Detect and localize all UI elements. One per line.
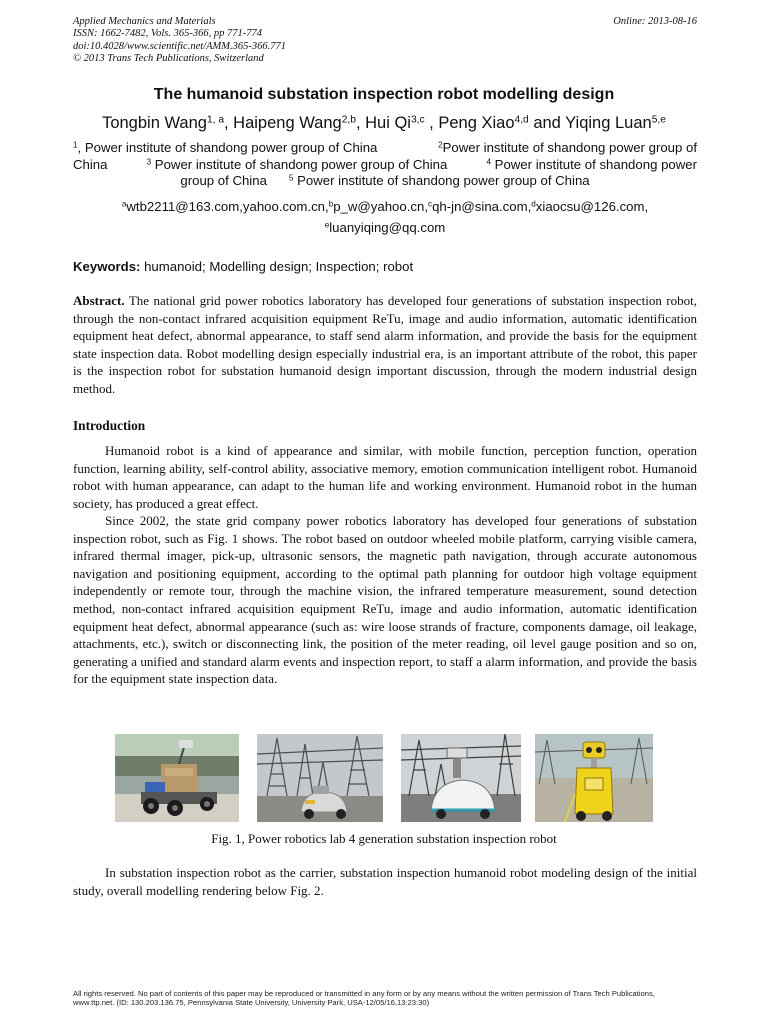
paper-title: The humanoid substation inspection robot modelling design	[153, 86, 615, 103]
email-link[interactable]: luanyiqing@qq.com	[329, 220, 446, 235]
figure-image-robot-gen2	[257, 734, 383, 822]
issn: ISSN: 1662-7482, Vols. 365-366, pp 771-774	[73, 28, 262, 40]
email-link[interactable]: xiaocsu@126.com,	[535, 199, 649, 214]
intro-paragraph-2: Since 2002, the state grid company power robotics laboratory has developed four generations of substation inspection robot, such as Fig. 1 shows. The robot based on outdoor wheeled mobile platform, carrying visible camera, infrared thermal imager, pick-up, ultrasonic sensors, the magnetic path navigation, through accurate autonomous navigation and positioning equipment, according to the optimal path planning for outdoor high voltage equipment independently or remote tour, through the machine vision, the infrared temperature measurement, sound detection method, non-contact infrared acquisition equipment ReTu, image and audio information, automatic identification equipment heat defect, abnormal appearance (such as: wire loose strands of fracture, components damage, oil leakage, attachments, etc.), switch or disconnecting link, the position of the meter reading, oil level gauge position and so on, generating a unified and standard alarm events and inspection report, to staff a alarm information, and provide the basis for the equipment state inspection data.	[73, 513, 697, 687]
author-list	[0, 114, 768, 133]
author: Yiqing Luan$^{5,e}$	[565, 114, 666, 132]
page-footer: All rights reserved. No part of contents of this paper may be reproduced or transmitted in any form or by any means without the written permission of Trans Tech Publications, www.ttp.net. (ID: 130.203.136.75, Pennsylvania State University, University Park, USA-12/05/16,13:23:30)	[73, 989, 655, 1007]
affiliation-5: $^5$ Power institute of shandong power group of China	[288, 173, 590, 188]
author: Peng Xiao$^{4,d}$ and	[438, 114, 566, 132]
keywords-text: humanoid; Modelling design; Inspection; robot	[140, 259, 414, 274]
figure-caption: Fig. 1, Power robotics lab 4 generation substation inspection robot	[211, 831, 557, 846]
email-block: $^a$wtb2211@163.com,yahoo.com.cn,$^b$p_w@yahoo.cn,$^c$qh-jn@sina.com,$^d$xiaocsu@126.com, $^e$luanyiqing@qq.com	[121, 199, 649, 235]
affiliation-3: $^3$ Power institute of shandong power group of China	[146, 156, 448, 172]
email-link[interactable]: qh-jn@sina.com,	[432, 199, 532, 214]
copyright: © 2013 Trans Tech Publications, Switzerland	[73, 52, 264, 64]
intro-paragraph-1: Humanoid robot is a kind of appearance and similar, with mobile function, perception function, operation function, learning ability, self-control ability, associative memory, emotion communication intelligent robot. Humanoid robot with human appearance, can adapt to the human life and working environment. Humanoid robot in the human society, has produced a great effect.	[73, 443, 697, 511]
keywords-label: Keywords:	[73, 259, 141, 274]
email-link[interactable]: wtb2211@163.com,yahoo.com.cn,	[126, 199, 329, 214]
keywords	[73, 259, 413, 274]
abstract-text: The national grid power robotics laboratory has developed four generations of substation inspection robot, through the non-contact infrared acquisition equipment ReTu, image and audio information, automatic identification equipment heat defect, abnormal appearance, to staff send alarm information, and provide the basis for the equipment state inspection data. Robot modelling design especially industrial era, is an important attribute of the robot, this paper is the inspection robot for substation humanoid design important discussion, through the modern industrial design method.	[73, 293, 697, 396]
abstract	[73, 292, 697, 398]
journal-header	[73, 16, 697, 65]
figure-image-robot-gen4	[535, 734, 653, 822]
paragraph-fig2-intro: In substation inspection robot as the carrier, substation inspection humanoid robot modeling design of the initial study, overall modelling rendering below Fig. 2.	[73, 865, 697, 898]
affiliation-4-cont: group of China	[180, 173, 267, 188]
figure-image-robot-gen1	[115, 734, 239, 822]
author: Haipeng Wang$^{2,b}$,	[233, 114, 366, 132]
affiliation-1: $^1$, Power institute of shandong power group of China	[73, 140, 378, 155]
abstract-label: Abstract.	[73, 293, 125, 308]
author: Hui Qi$^{3,c}$ ,	[365, 114, 439, 132]
affiliations	[73, 140, 697, 190]
figure-image-robot-gen3	[401, 734, 521, 822]
affiliation-2: $^2$Power institute of shandong power group of	[438, 140, 697, 155]
author: Tongbin Wang$^{1, a}$,	[102, 114, 234, 132]
email-link[interactable]: p_w@yahoo.cn,	[333, 199, 428, 214]
section-heading-introduction: Introduction	[73, 418, 146, 433]
journal-name: Applied Mechanics and Materials	[73, 16, 216, 27]
affiliation-4: $^4$ Power institute of shandong power	[486, 156, 697, 172]
affiliation-2-cont: China	[73, 156, 108, 172]
doi: doi:10.4028/www.scientific.net/AMM.365-366.771	[73, 40, 286, 52]
online-date: Online: 2013-08-16	[613, 16, 697, 27]
